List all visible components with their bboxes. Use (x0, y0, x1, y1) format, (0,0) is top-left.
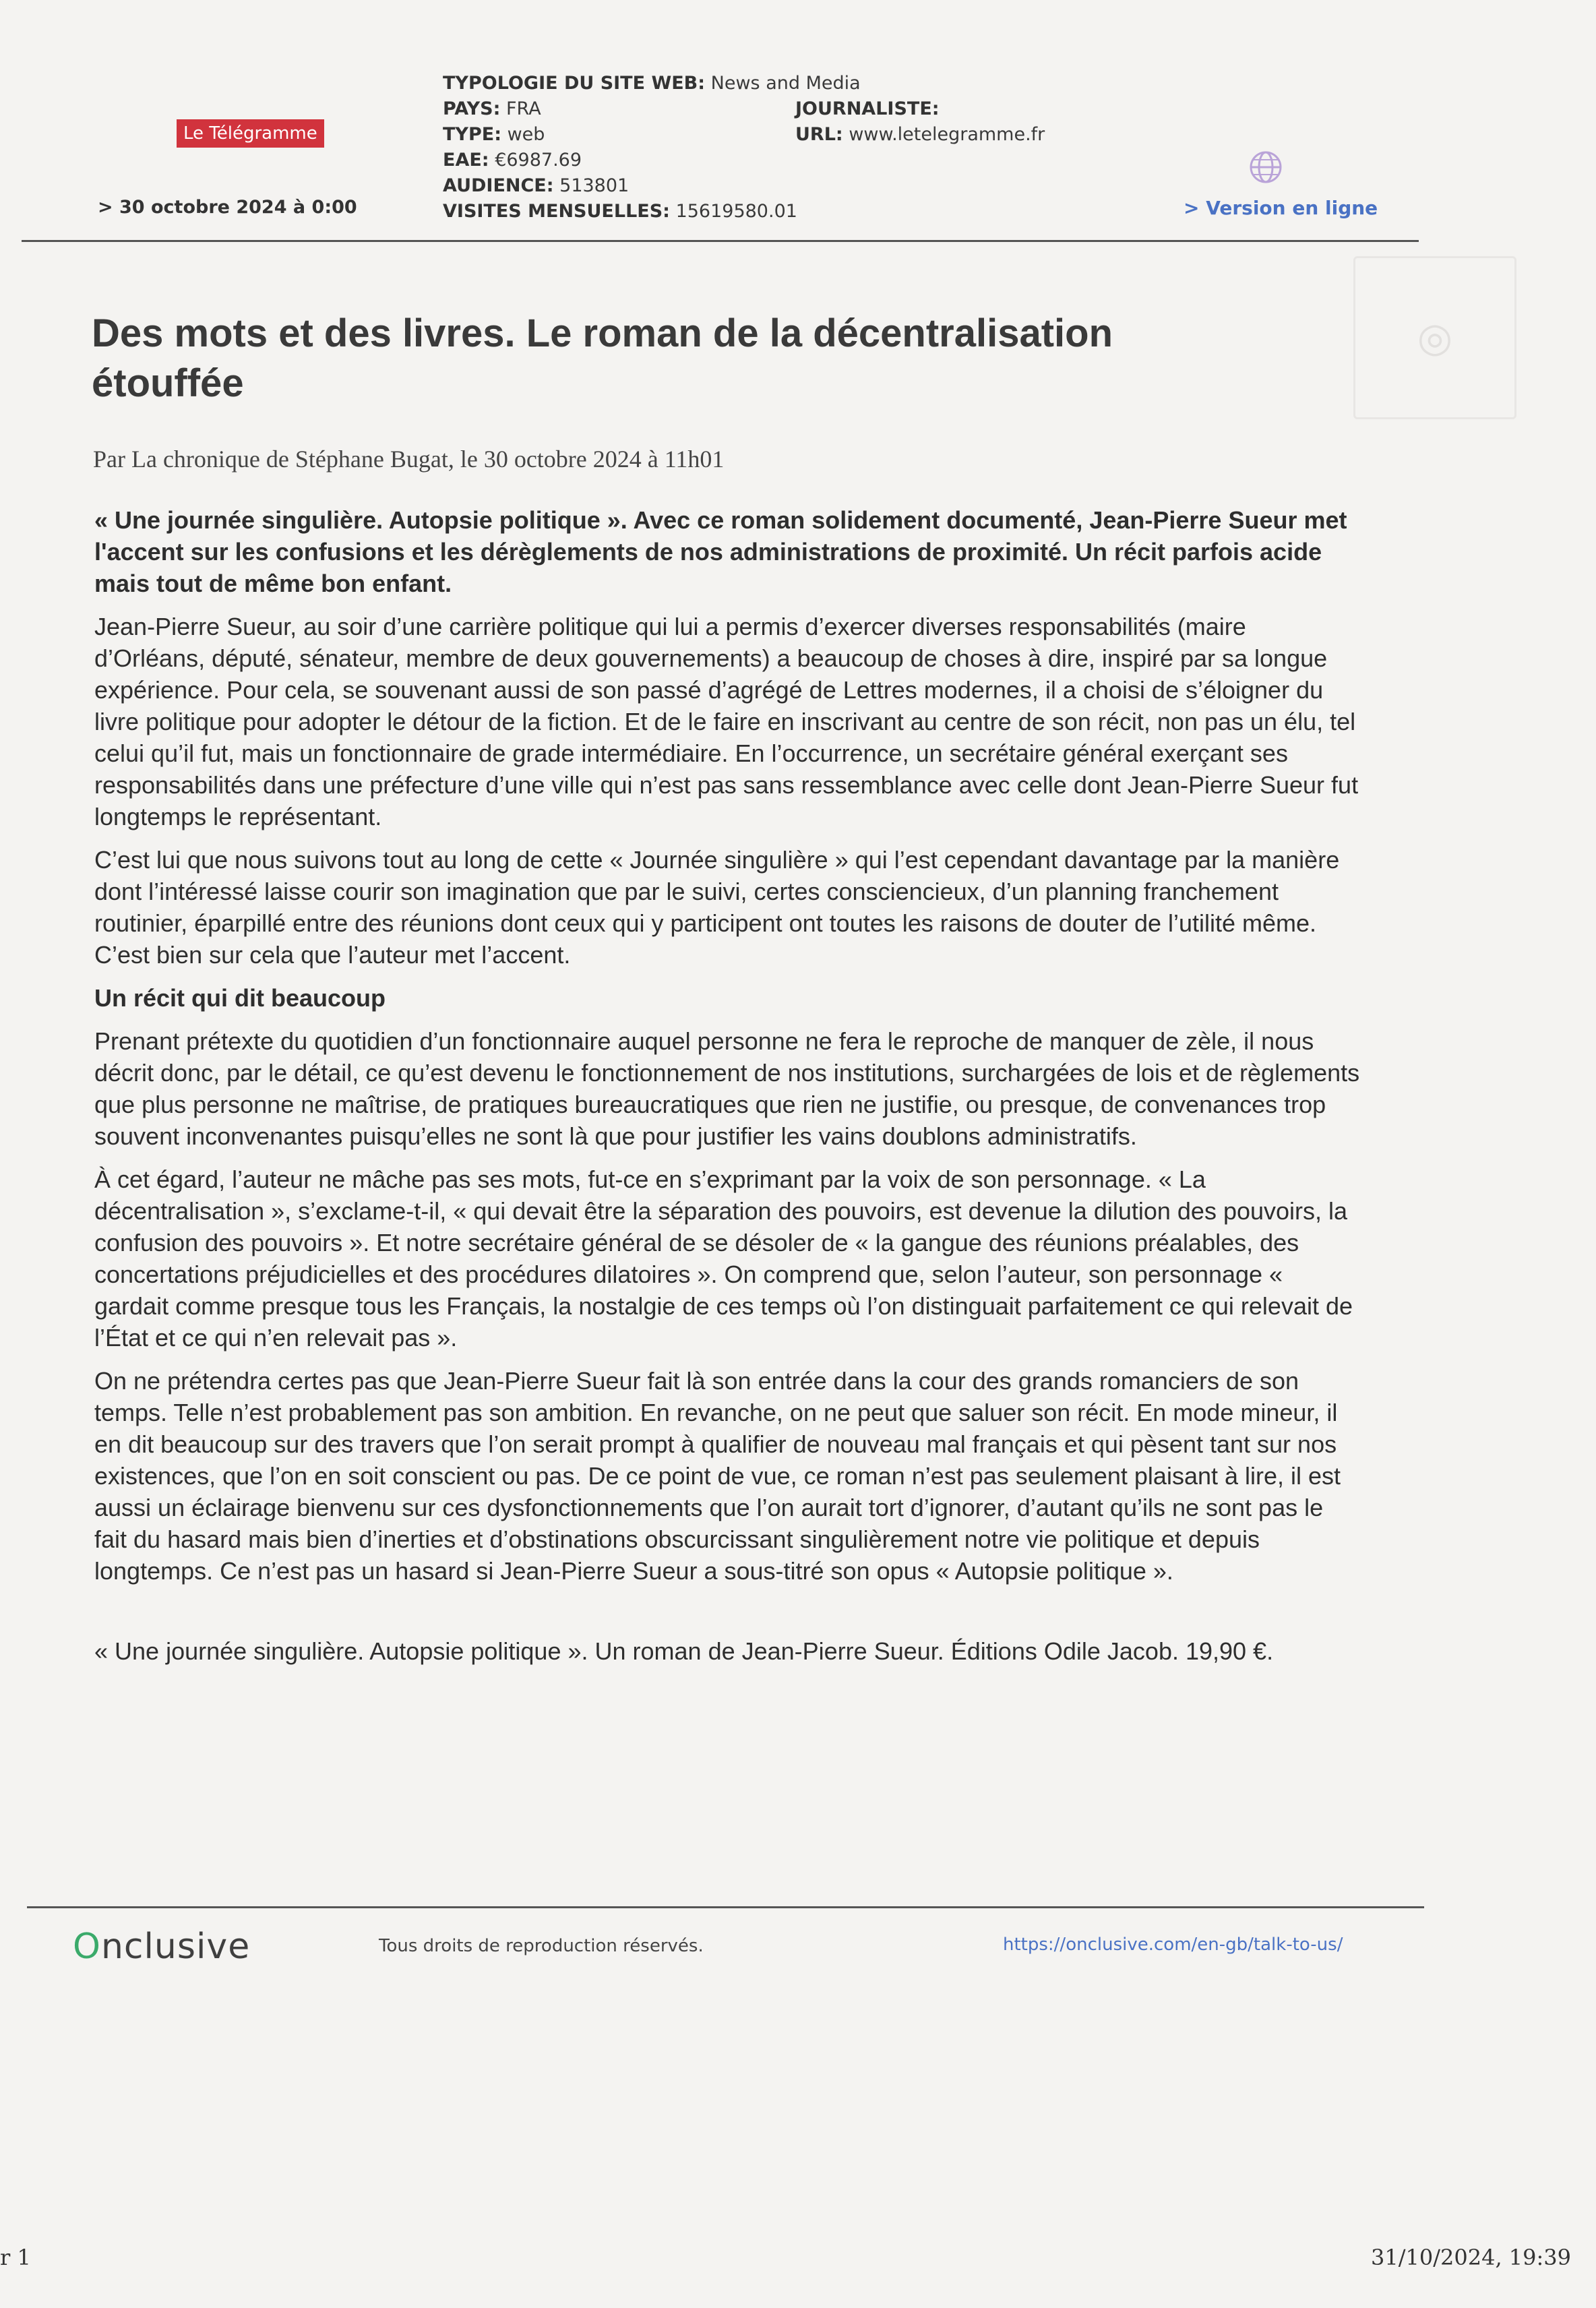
article-lead: « Une journée singulière. Autopsie politique ». Avec ce roman solidement documenté, Jean-Pierre Sueur met l'accent sur les confusions et les dérèglements de nos administrations de proximité. Un récit parfois acide mais tout de même bon enfant. (94, 506, 1347, 597)
article-paragraph: Jean-Pierre Sueur, au soir d’une carrière politique qui lui a permis d’exercer diverses responsabilités (maire d’Orléans, député, sénateur, membre de deux gouvernements) a beaucoup de choses à dire, inspiré par sa longue expérience. Pour cela, se souvenant aussi de son passé d’agrégé de Lettres modernes, il a choisi de s’éloigner du livre politique pour adopter le détour de la fiction. Et de le faire en inscrivant au centre de son récit, non pas un élu, tel celui qu’il fut, mais un fonctionnaire de grade intermédiaire. En l’occurrence, un secrétaire général exerçant ses responsabilités dans une préfecture d’une ville qui n’est pas sans ressemblance avec celle dont Jean-Pierre Sueur fut longtemps le représentant. (94, 613, 1359, 830)
article-paragraph: Prenant prétexte du quotidien d’un fonctionnaire auquel personne ne fera le reproche de manquer de zèle, il nous décrit donc, par le détail, ce qu’est devenu le fonctionnement de nos institutions, surchargées de lois et de règlements que plus personne ne maîtrise, de pratiques bureaucratiques que rien ne justifie, ou presque, de convenances trop souvent inconvenantes puisqu’elles ne sont là que pour justifier les vains doublons administratifs. (94, 1027, 1360, 1150)
article-paragraph: C’est lui que nous suivons tout au long de cette « Journée singulière » qui l’est cependant davantage par la manière dont l’intéressé laisse courir son imagination que par le suivi, certes consciencieux, d’un planning franchement routinier, éparpillé entre des réunions dont ceux qui y participent ont toutes les raisons de douter de l’utilité même. C’est bien sur cela que l’auteur met l’accent. (94, 846, 1340, 969)
rights-notice: Tous droits de reproduction réservés. (379, 1936, 704, 1956)
footer-divider (27, 1906, 1424, 1908)
visites-value: 15619580.01 (675, 201, 797, 222)
publication-date: > 30 octobre 2024 à 0:00 (98, 197, 357, 218)
article-paragraph: À cet égard, l’auteur ne mâche pas ses mots, fut-ce en s’exprimant par la voix de son personnage. « La décentralisation », s’exclame-t-il, « qui devait être la séparation des pouvoirs, est devenue la dilution des pouvoirs, la confusion des pouvoirs ». Et notre secrétaire général de se désoler de « la gangue des réunions préalables, des concertations préjudicielles et des procédures dilatoires ». On comprend que, selon l’auteur, son personnage « gardait comme presque tous les Français, la nostalgie de ces temps où l’on distinguait parfaitement ce qui relevait de l’État et ce qui n’en relevait pas ». (94, 1165, 1353, 1352)
article-body (94, 504, 1361, 1678)
article-subheading: Un récit qui dit beaucoup (94, 984, 386, 1012)
eae-value: €6987.69 (495, 150, 582, 171)
online-version-link[interactable]: > Version en ligne (1184, 197, 1378, 219)
onclusive-logo: Onclusive (73, 1926, 251, 1967)
book-reference: « Une journée singulière. Autopsie politique ». Un roman de Jean-Pierre Sueur. Éditions Odile Jacob. 19,90 €. (94, 1637, 1274, 1665)
faded-stamp: ◎ (1353, 256, 1516, 419)
pays-value: FRA (506, 98, 541, 119)
page-label: r 1 (0, 2245, 31, 2270)
source-logo-badge: Le Télégramme (177, 119, 324, 148)
header-divider (22, 240, 1419, 242)
onclusive-contact-link[interactable]: https://onclusive.com/en-gb/talk-to-us/ (1003, 1935, 1343, 1955)
globe-icon[interactable] (1248, 150, 1283, 185)
article-paragraph: On ne prétendra certes pas que Jean-Pierre Sueur fait là son entrée dans la cour des grands romanciers de son temps. Telle n’est probablement pas son ambition. En revanche, on ne peut que saluer son récit. En mode mineur, il en dit beaucoup sur des travers que l’on serait prompt à qualifier de nouveau mal français et qui pèsent tant sur nos existences, que l’on en soit conscient ou pas. De ce point de vue, ce roman n’est pas seulement plaisant à lire, il est aussi un éclairage bienvenu sur ces dysfonctionnements que l’on aurait tort d’ignorer, d’autant qu’ils ne sont pas le fait du hasard mais bien d’inerties et d’obstinations obscurcissant singulièrement notre vie politique et depuis longtemps. Ce n’est pas un hasard si Jean-Pierre Sueur a sous-titré son opus « Autopsie politique ». (94, 1367, 1341, 1585)
type-value: web (507, 124, 545, 145)
audience-value: 513801 (559, 175, 630, 196)
metadata-right: JOURNALISTE: URL: www.letelegramme.fr (795, 98, 1045, 145)
article-byline: Par La chronique de Stéphane Bugat, le 30 octobre 2024 à 11h01 (93, 446, 725, 473)
typologie-value: News and Media (710, 73, 861, 94)
article-title: Des mots et des livres. Le roman de la décentralisation étouffée (92, 311, 1113, 405)
metadata-left: TYPOLOGIE DU SITE WEB: News and Media PAYS: FRA TYPE: web EAE: €6987.69 AUDIENCE: 513801 VISITES MENSUELLES: 15619580.01 (443, 73, 861, 222)
url-value: www.letelegramme.fr (849, 124, 1045, 145)
print-timestamp: 31/10/2024, 19:39 (1371, 2245, 1571, 2270)
